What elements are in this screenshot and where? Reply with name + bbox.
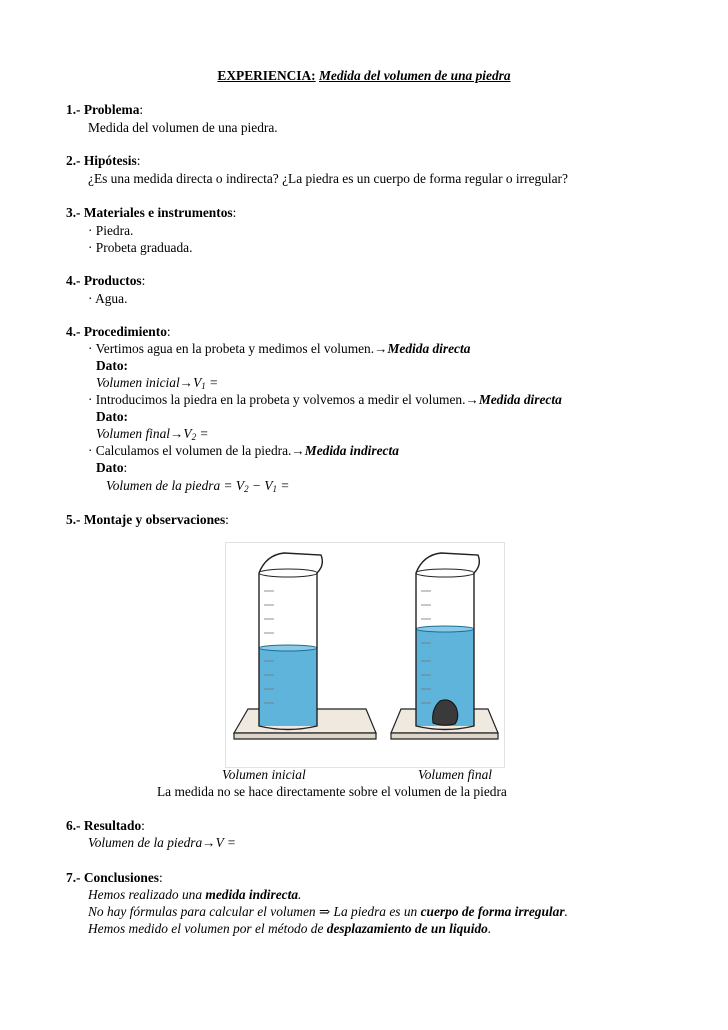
materiales-item: · Piedra. <box>88 223 134 238</box>
section-procedimiento-heading: 4.- Procedimiento: <box>66 324 171 339</box>
productos-item: · Agua. <box>88 291 128 306</box>
section-hipotesis-heading: 2.- Hipótesis: <box>66 153 141 168</box>
section-problema-text: Medida del volumen de una piedra. <box>88 120 278 135</box>
graduated-cylinders-figure <box>225 542 505 768</box>
section-montaje-heading: 5.- Montaje y observaciones: <box>66 512 229 527</box>
section-resultado-heading: 6.- Resultado: <box>66 818 145 833</box>
section-productos-heading: 4.- Productos: <box>66 273 146 288</box>
title-subject: Medida del volumen de una piedra <box>319 68 511 83</box>
dato-label: Dato: <box>96 409 128 424</box>
section-problema-heading: 1.- Problema: <box>66 102 144 117</box>
conclusion-line-2: No hay fórmulas para calcular el volumen ⇒ La piedra es un cuerpo de forma irregular. <box>88 904 568 919</box>
section-conclusiones-heading: 7.- Conclusiones: <box>66 870 163 885</box>
section-materiales-heading: 3.- Materiales e instrumentos: <box>66 205 237 220</box>
water-left <box>259 648 317 726</box>
section-hipotesis-text: ¿Es una medida directa o indirecta? ¿La piedra es un cuerpo de forma regular o irregular? <box>88 171 568 186</box>
title-prefix: EXPERIENCIA: <box>217 68 316 83</box>
procedimiento-step-1: · Vertimos agua en la probeta y medimos el volumen.→Medida directa <box>88 341 471 356</box>
volumen-inicial: Volumen $inicial\to V_1$ = <box>96 375 219 391</box>
figure-note: La medida no se hace directamente sobre el volumen de la piedra <box>157 784 507 799</box>
formula-volumen-piedra: Volumen de la piedra = $V_2 - V_1$ = <box>106 478 290 494</box>
volumen-final: Volumen $final\to V_2$ = <box>96 426 209 442</box>
materiales-item: · Probeta graduada. <box>88 240 193 255</box>
caption-volumen-inicial: Volumen inicial <box>222 767 306 782</box>
conclusion-line-1: Hemos realizado una medida indirecta. <box>88 887 302 902</box>
document-title <box>0 68 728 84</box>
procedimiento-step-2: · Introducimos la piedra en la probeta y volvemos a medir el volumen.→Medida directa <box>88 392 562 407</box>
dato-label: Dato: <box>96 358 128 373</box>
conclusion-line-3: Hemos medido el volumen por el método de desplazamiento de un liquido. <box>88 921 492 936</box>
dato-label: Dato: <box>96 460 128 475</box>
procedimiento-step-3: · Calculamos el volumen de la piedra.→Medida indirecta <box>88 443 399 458</box>
resultado-text: Volumen de la piedra→V = <box>88 835 236 850</box>
caption-volumen-final: Volumen final <box>418 767 493 782</box>
